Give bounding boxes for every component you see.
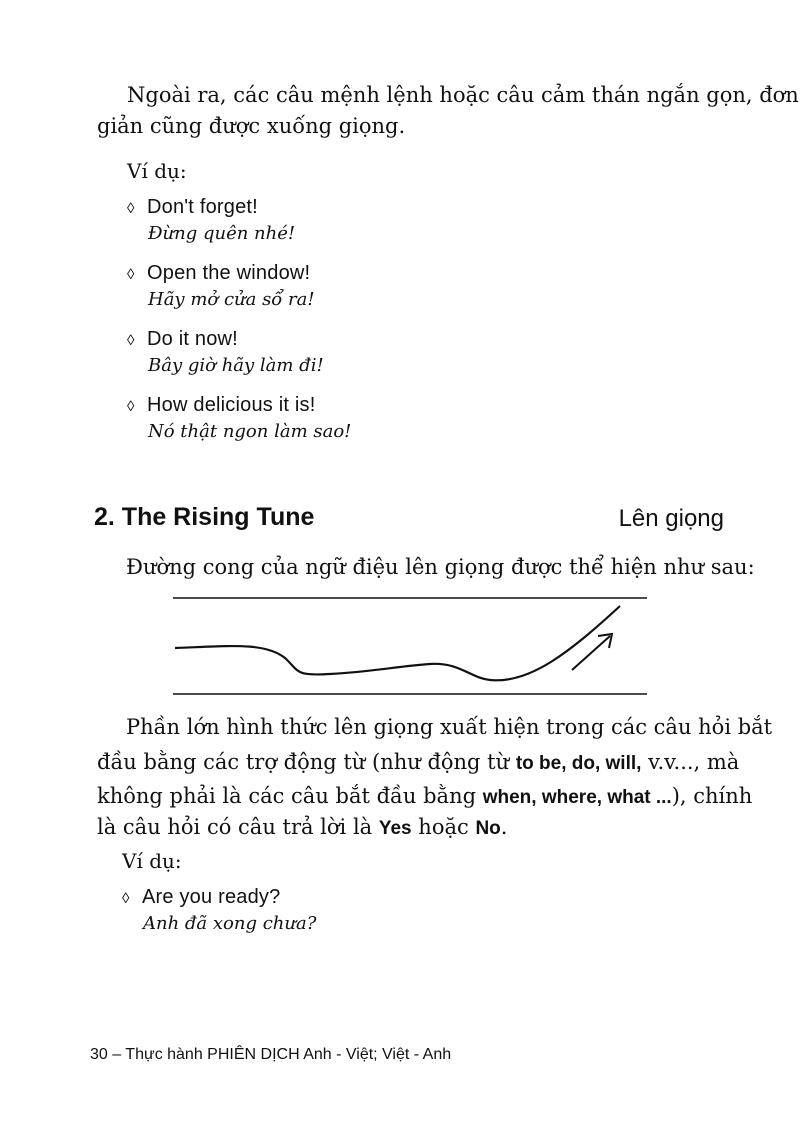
curve-intro: Đường cong của ngữ điệu lên giọng được thể hiện như sau: [126,555,755,579]
book-title: – Thực hành PHIÊN DỊCH Anh - Việt; Việt - Anh [112,1046,452,1063]
section-title-vietnamese: Lên giọng [618,505,724,532]
intro-line-1: Ngoài ra, các câu mệnh lệnh hoặc câu cảm thán ngắn gọn, đơn [127,83,799,107]
intonation-curve [175,606,620,680]
bold-terms: when, where, what ... [482,787,672,808]
section-title: 2. The Rising Tune [94,503,315,531]
explanation-line-1: Phần lớn hình thức lên giọng xuất hiện trong các câu hỏi bắt [126,715,773,739]
bold-no: No [475,818,501,839]
list-item [127,394,351,442]
example-vietnamese: Anh đã xong chưa? [143,913,317,934]
page-number: 30 [90,1046,108,1063]
diamond-bullet-icon: ◊ [127,200,135,217]
diamond-bullet-icon: ◊ [122,890,130,907]
diamond-bullet-icon: ◊ [127,398,135,415]
example-english: How delicious it is! [147,394,316,416]
example-english: Do it now! [147,328,238,350]
page-footer [90,1046,451,1064]
rising-tune-curve-figure [170,590,650,700]
example-vietnamese: Bây giờ hãy làm đi! [148,355,324,376]
example-vietnamese: Nó thật ngon làm sao! [148,421,352,442]
bold-terms: to be, do, will, [515,753,642,774]
example-english: Open the window! [147,262,311,284]
diamond-bullet-icon: ◊ [127,266,135,283]
list-item [127,262,315,310]
explanation-line-2: đầu bằng các trợ động từ (như động từ to be, do, will, v.v..., mà [97,750,740,774]
example-vietnamese: Đừng quên nhé! [148,223,296,244]
list-item [127,196,295,244]
list-item [127,328,324,376]
rising-arrow-icon [572,636,610,670]
explanation-line-3: không phải là các câu bắt đầu bằng when, where, what ...), chính [97,784,753,808]
example-english: Are you ready? [142,886,281,908]
intro-line-2: giản cũng được xuống giọng. [97,114,406,138]
list-item [122,886,316,934]
example-label: Ví dụ: [127,159,187,183]
diamond-bullet-icon: ◊ [127,332,135,349]
explanation-line-4: là câu hỏi có câu trả lời là Yes hoặc No. [97,815,508,839]
example-vietnamese: Hãy mở cửa sổ ra! [148,289,315,310]
example-english: Don't forget! [147,196,258,218]
example-label: Ví dụ: [122,849,182,873]
bold-yes: Yes [378,818,412,839]
